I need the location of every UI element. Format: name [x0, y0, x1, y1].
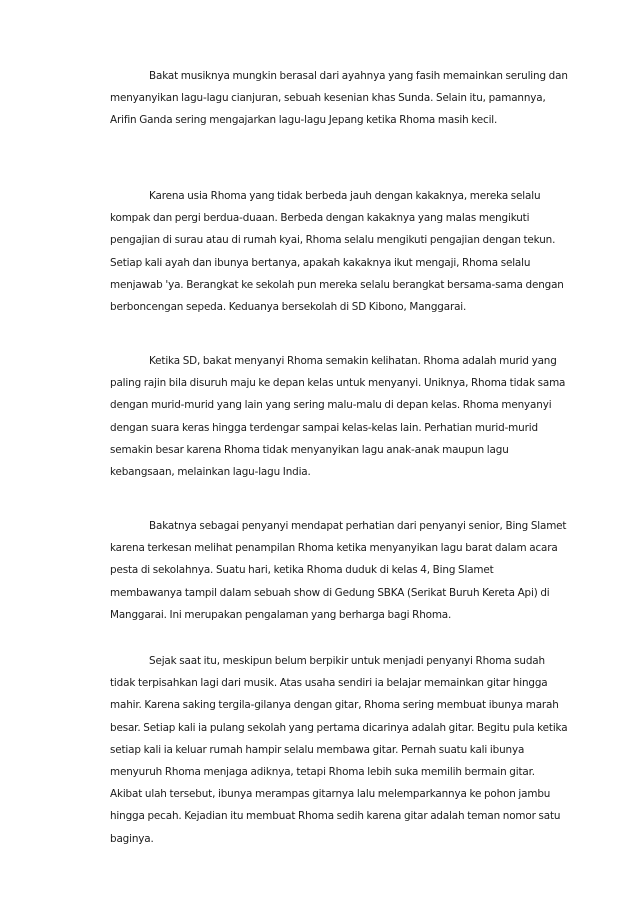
paragraph: Karena usia Rhoma yang tidak berbeda jauh dengan kakaknya, mereka selalu kompak dan pergi berdua-duaan. Berbeda dengan kakaknya yang malas mengikuti pengajian di surau atau di rumah kyai, Rhoma selalu mengikuti pengajian dengan tekun. Setiap kali ayah dan ibunya bertanya, apakah kakaknya ikut mengaji, Rhoma selalu menjawab 'ya. Berangkat ke sekolah pun mereka selalu berangkat bersama-sama dengan berboncengan sepeda. Keduanya bersekolah di SD Kibono, Manggarai. [110, 190, 564, 314]
paragraph: Ketika SD, bakat menyanyi Rhoma semakin kelihatan. Rhoma adalah murid yang paling rajin bila disuruh maju ke depan kelas untuk menyanyi. Uniknya, Rhoma tidak sama dengan murid-murid yang lain yang sering malu-malu di depan kelas. Rhoma menyanyi dengan suara keras hingga terdengar sampai kelas-kelas lain. Perhatian murid-murid semakin besar karena Rhoma tidak menyanyikan lagu anak-anak maupun lagu kebangsaan, melainkan lagu-lagu India. [110, 355, 566, 479]
paragraph: Bakat musiknya mungkin berasal dari ayahnya yang fasih memainkan seruling dan menyanyikan lagu-lagu cianjuran, sebuah kesenian khas Sunda. Selain itu, pamannya, Arifin Ganda sering mengajarkan lagu-lagu Jepang ketika Rhoma masih kecil. [110, 70, 568, 127]
paragraph: Sejak saat itu, meskipun belum berpikir untuk menjadi penyanyi Rhoma sudah tidak terpisahkan lagi dari musik. Atas usaha sendiri ia belajar memainkan gitar hingga mahir. Karena saking tergila-gilanya dengan gitar, Rhoma sering membuat ibunya marah besar. Setiap kali ia pulang sekolah yang pertama dicarinya adalah gitar. Begitu pula ketika setiap kali ia keluar rumah hampir selalu membawa gitar. Pernah suatu kali ibunya menyuruh Rhoma menjaga adiknya, tetapi Rhoma lebih suka memilih bermain gitar. Akibat ulah tersebut, ibunya merampas gitarnya lalu melemparkannya ke pohon jambu hingga pecah. Kejadian itu membuat Rhoma sedih karena gitar adalah teman nomor satu baginya. [110, 655, 568, 845]
paragraph: Bakatnya sebagai penyanyi mendapat perhatian dari penyanyi senior, Bing Slamet karena terkesan melihat penampilan Rhoma ketika menyanyikan lagu barat dalam acara pesta di sekolahnya. Suatu hari, ketika Rhoma duduk di kelas 4, Bing Slamet membawanya tampil dalam sebuah show di Gedung SBKA (Serikat Buruh Kereta Api) di Manggarai. Ini merupakan pengalaman yang berharga bagi Rhoma. [110, 520, 567, 621]
